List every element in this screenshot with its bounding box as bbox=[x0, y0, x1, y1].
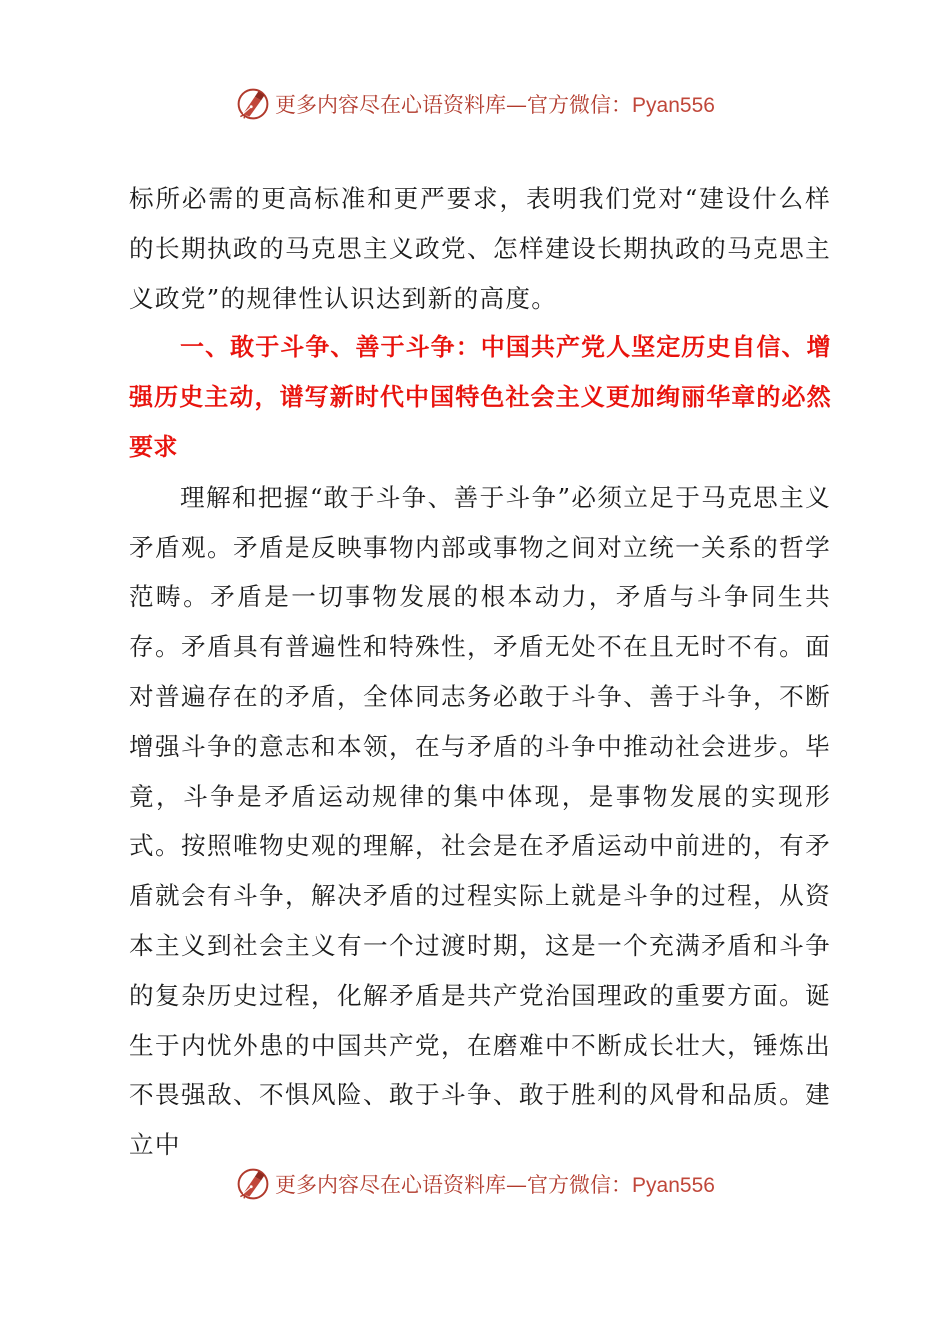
fountain-pen-nib-icon bbox=[235, 86, 271, 122]
fountain-pen-nib-icon bbox=[235, 1166, 271, 1202]
footer-banner-content bbox=[235, 1166, 715, 1202]
banner-message: 更多内容尽在心语资料库—官方微信： bbox=[275, 93, 633, 117]
document-body bbox=[129, 174, 831, 1170]
header-banner-content bbox=[235, 86, 715, 122]
banner-text bbox=[275, 89, 715, 119]
section-heading: 一、敢于斗争、善于斗争：中国共产党人坚定历史自信、增强历史主动，谱写新时代中国特色社会主义更加绚丽华章的必然要求 bbox=[129, 333, 831, 461]
body-paragraph: 理解和把握“敢于斗争、善于斗争”必须立足于马克思主义矛盾观。矛盾是反映事物内部或事物之间对立统一关系的哲学范畴。矛盾是一切事物发展的根本动力，矛盾与斗争同生共存。矛盾具有普遍性和特殊性，矛盾无处不在且无时不有。面对普遍存在的矛盾，全体同志务必敢于斗争、善于斗争，不断增强斗争的意志和本领，在与矛盾的斗争中推动社会进步。毕竟，斗争是矛盾运动规律的集中体现，是事物发展的实现形式。按照唯物史观的理解，社会是在矛盾运动中前进的，有矛盾就会有斗争，解决矛盾的过程实际上就是斗争的过程，从资本主义到社会主义有一个过渡时期，这是一个充满矛盾和斗争的复杂历史过程，化解矛盾是共产党治国理政的重要方面。诞生于内忧外患的中国共产党，在磨难中不断成长壮大，锤炼出不畏强敌、不惧风险、敢于斗争、敢于胜利的风骨和品质。建立中 bbox=[129, 482, 831, 1160]
banner-text bbox=[275, 1169, 715, 1199]
banner-wechat-id: Pyan556 bbox=[632, 94, 715, 117]
footer-banner bbox=[0, 1164, 950, 1204]
banner-message: 更多内容尽在心语资料库—官方微信： bbox=[275, 1173, 633, 1197]
banner-wechat-id: Pyan556 bbox=[632, 1174, 715, 1197]
header-banner bbox=[0, 84, 950, 124]
continued-paragraph: 标所必需的更高标准和更严要求，表明我们党对“建设什么样的长期执政的马克思主义政党、怎样建设长期执政的马克思主义政党”的规律性认识达到新的高度。 bbox=[129, 184, 831, 313]
